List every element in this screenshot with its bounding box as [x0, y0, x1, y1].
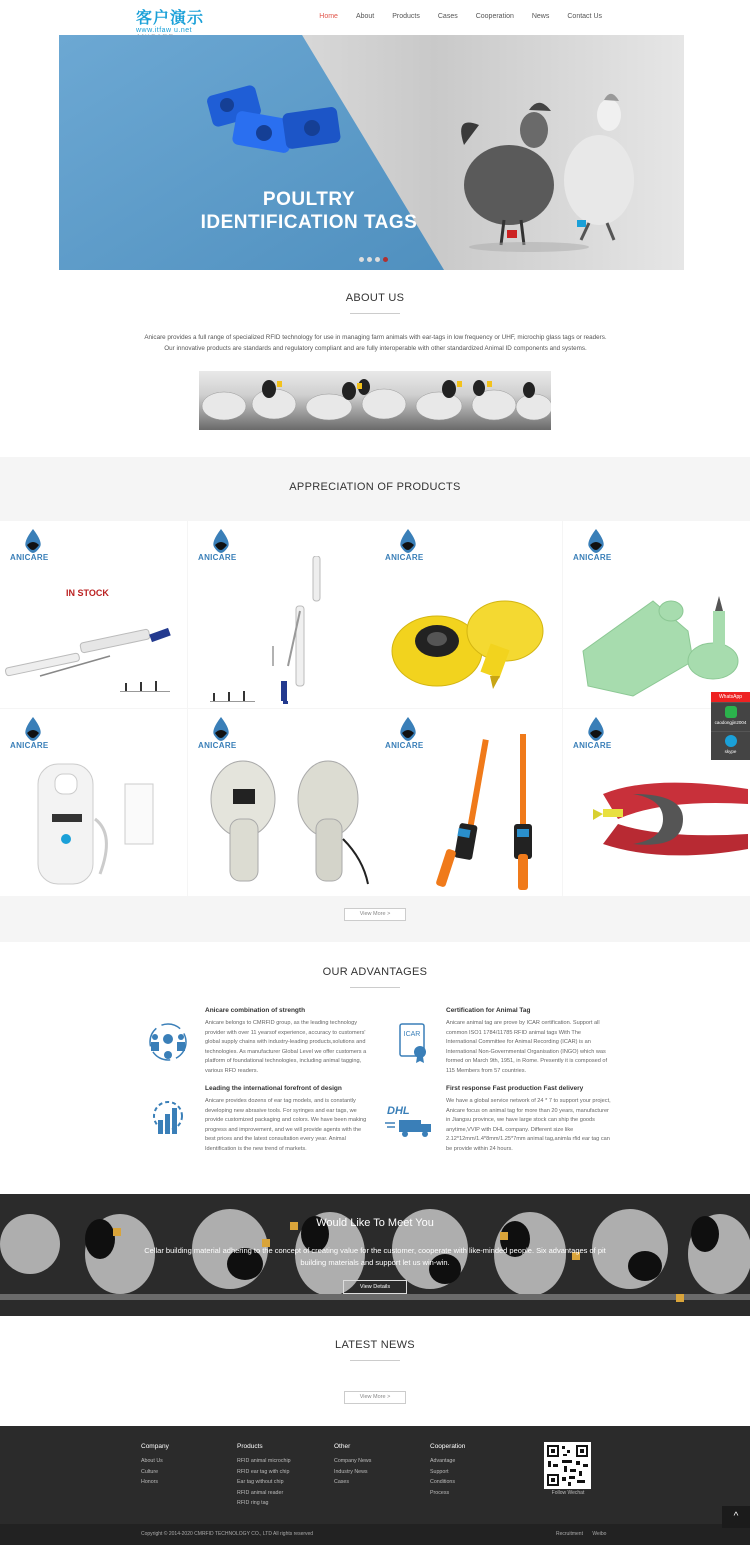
anicare-logo	[10, 529, 60, 569]
product-card-stick-reader[interactable]	[375, 709, 562, 896]
anicare-brand-text: ANICARE	[385, 741, 424, 750]
banner-dot[interactable]	[367, 257, 372, 262]
footer-link[interactable]: Honors	[141, 1479, 159, 1485]
sheep-image	[199, 371, 551, 430]
footer-link[interactable]: Industry News	[334, 1468, 368, 1475]
meet-view-details-button[interactable]: View Details	[343, 1280, 407, 1294]
anicare-drop-icon	[23, 717, 43, 741]
main-nav	[301, 13, 602, 20]
site-header	[0, 0, 750, 35]
wechat-button[interactable]	[711, 702, 750, 731]
meet-text: Cellar building material adhering to the concept of creating value for the customer, cooperate with like-minded people. Six advantages of pit building materials and support let us win-win.	[144, 1246, 606, 1267]
wechat-icon	[725, 706, 737, 718]
sheep-artwork	[199, 371, 551, 430]
side-contact-widget	[711, 692, 750, 760]
skype-icon	[725, 735, 737, 747]
banner-title-line2: IDENTIFICATION TAGS	[200, 212, 418, 233]
footer-link[interactable]: RFID ear tag with chip	[237, 1468, 290, 1475]
footer-link[interactable]: Support	[430, 1468, 449, 1475]
banner-pagination	[359, 257, 388, 262]
nav-cooperation[interactable]: Cooperation	[475, 13, 514, 20]
about-divider	[350, 313, 400, 314]
copyright-text: Copyright © 2014-2020 CMRFID TECHNOLOGY CO., LTD All rights reserved	[141, 1531, 314, 1537]
anicare-drop-icon	[23, 529, 43, 553]
nav-news[interactable]: News	[531, 13, 550, 20]
weibo-link[interactable]: Weibo	[592, 1531, 607, 1537]
anicare-drop-icon	[211, 717, 231, 741]
anicare-brand-text: ANICARE	[198, 741, 237, 750]
banner-title-line1: POULTRY	[262, 189, 356, 210]
advantage-delivery-title: First response Fast production Fast delivery	[446, 1085, 584, 1092]
wechat-qr-code	[544, 1442, 591, 1489]
news-view-more-button[interactable]: View More >	[344, 1391, 406, 1404]
anicare-brand-text: ANICARE	[385, 553, 424, 562]
advantage-certification	[446, 1007, 611, 1077]
anicare-drop-icon	[398, 529, 418, 553]
advantage-design	[205, 1085, 370, 1155]
footer-col-title: Other	[334, 1443, 351, 1450]
nav-products[interactable]: Products	[392, 13, 420, 20]
hero-banner[interactable]	[59, 35, 684, 270]
anicare-brand-text: ANICARE	[573, 553, 612, 562]
recruitment-link[interactable]: Recruitment	[556, 1531, 583, 1537]
footer-col-title: Products	[237, 1443, 263, 1450]
back-to-top-button[interactable]: ^	[722, 1506, 750, 1528]
anicare-brand-text: ANICARE	[198, 553, 237, 562]
footer-link[interactable]: RFID animal microchip	[237, 1458, 291, 1464]
whatsapp-button[interactable]: WhatsApp	[711, 692, 750, 702]
nav-about[interactable]: About	[355, 13, 375, 20]
product-card-syringe-in-stock[interactable]	[0, 521, 187, 708]
team-icon	[145, 1019, 191, 1065]
anicare-logo	[198, 717, 248, 757]
product-card-implanter[interactable]	[188, 521, 375, 708]
paddle-reader-image	[188, 759, 375, 894]
qr-label: Follow Wechat	[551, 1490, 585, 1496]
advantages-title: OUR ADVANTAGES	[322, 966, 428, 978]
footer-link[interactable]: RFID animal reader	[237, 1489, 284, 1496]
logo-url-text: www.itfaw u.net	[136, 27, 193, 34]
handheld-reader-image	[0, 759, 187, 894]
advantage-strength-title: Anicare combination of strength	[205, 1007, 306, 1014]
meet-title: Would Like To Meet You	[316, 1217, 434, 1229]
banner-dot[interactable]	[375, 257, 380, 262]
yellow-tag-image	[375, 591, 562, 701]
banner-dot-active[interactable]	[383, 257, 388, 262]
implanter-image	[188, 556, 375, 706]
nav-contact-us[interactable]: Contact Us	[567, 13, 602, 20]
anicare-drop-icon	[586, 717, 606, 741]
footer-link[interactable]: Advantage	[430, 1458, 456, 1464]
banner-dot[interactable]	[359, 257, 364, 262]
dhl-icon-text: DHL	[387, 1105, 410, 1117]
advantage-certification-text: Anicare animal tag are prove by ICAR certification. Support all common ISO1 1784/11785 RFID animal tags With The International Committee for Animal Recording (ICAR) is an International Non-Governmental Organisation (INGO) which was formed on March 9th, 1951, in Rome. Presently it is composed of 115 Members from 57 countries.	[446, 1020, 608, 1074]
copyright-bar	[0, 1524, 750, 1545]
in-stock-label: IN STOCK	[66, 588, 109, 598]
advantage-design-text: Anicare provides dozens of ear tag models, and is constantly developing new abrasive tools. For syringes and ear tags, we provide customized packaging and colors. We have been making progress and improvement, and we will provide agents with the best prices and the latest consultation every year. Animal Identification is the new trend of markets.	[205, 1098, 367, 1152]
icar-icon-text: ICAR	[403, 1031, 421, 1038]
anicare-logo	[573, 717, 623, 757]
product-card-handheld-reader[interactable]	[0, 709, 187, 896]
footer-link[interactable]: RFID ring tag	[237, 1500, 269, 1506]
footer-col-title: Company	[141, 1443, 169, 1450]
delivery-truck-icon	[383, 1096, 438, 1142]
anicare-brand-text: ANICARE	[10, 553, 49, 562]
wechat-id: caodongjin2004	[714, 720, 747, 725]
product-grid	[0, 521, 750, 896]
about-title: ABOUT US	[345, 292, 405, 304]
advantage-delivery-text: We have a global service network of 24 * 7 to support your project, Anicare focus on animal tag for more than 20 years, manufacturer in Jiangsu province, we have large stock can ship the goods anytime,VVIP with DHL company. Different size like 2.12*12mm/1.4*8mm/1.25*7mm animal tag,animla rfid ear tag can be provide within 24 hours.	[446, 1098, 611, 1152]
anicare-brand-text: ANICARE	[10, 741, 49, 750]
news-title: LATEST NEWS	[335, 1339, 415, 1351]
growth-chart-icon	[145, 1096, 191, 1142]
product-card-paddle-reader[interactable]	[188, 709, 375, 896]
news-divider	[350, 1360, 400, 1361]
footer-link[interactable]: Culture	[141, 1468, 159, 1475]
advantage-design-title: Leading the international forefront of design	[205, 1085, 342, 1092]
banner-artwork	[59, 35, 684, 270]
footer-col-products	[237, 1443, 291, 1509]
footer-link[interactable]: Ear tag without chip	[237, 1479, 284, 1485]
bottom-links	[556, 1531, 614, 1537]
skype-button[interactable]	[711, 731, 750, 760]
chickens-image	[461, 94, 634, 252]
footer-col-title: Cooperation	[430, 1443, 466, 1450]
anicare-logo	[385, 529, 435, 569]
advantage-certification-title: Certification for Animal Tag	[446, 1007, 531, 1014]
footer-col-company	[141, 1443, 169, 1488]
advantages-divider	[350, 987, 400, 988]
advantage-strength	[205, 1007, 370, 1077]
skype-label: skype	[724, 749, 737, 754]
nav-cases[interactable]: Cases	[437, 13, 458, 20]
footer-col-cooperation	[430, 1443, 465, 1498]
product-card-green-ear-tag[interactable]	[563, 521, 750, 708]
products-title: APPRECIATION OF PRODUCTS	[289, 481, 461, 493]
stick-reader-image	[375, 734, 562, 894]
anicare-drop-icon	[586, 529, 606, 553]
tag-applicator-image	[563, 764, 750, 874]
footer-link[interactable]: Process	[430, 1489, 450, 1496]
footer-link[interactable]: About Us	[141, 1458, 163, 1464]
certificate-icon	[390, 1019, 436, 1065]
anicare-brand-text: ANICARE	[573, 741, 612, 750]
footer-link[interactable]: Company News	[334, 1458, 372, 1464]
footer-link[interactable]: Cases	[334, 1479, 350, 1485]
advantage-strength-text: Anicare belongs to CMRFID group, as the leading technology provider with over 11 yearsof experience, accuracy to customers' global supply chains with industry-leading products,solutions and technologies. As manufacturer Global Level we offer customers a platform of foundational technologies, including animal tagging, various RFD readers.	[205, 1020, 367, 1074]
product-card-yellow-ear-tag[interactable]	[375, 521, 562, 708]
anicare-logo	[10, 717, 60, 757]
logo-cn-text: 客户演示	[136, 8, 205, 27]
anicare-drop-icon	[211, 529, 231, 553]
nav-home[interactable]: Home	[319, 13, 338, 20]
syringe-image	[0, 616, 187, 706]
products-view-more-button[interactable]: View More >	[344, 908, 406, 921]
banner-title	[189, 188, 429, 234]
footer-col-other	[334, 1443, 371, 1488]
anicare-logo	[573, 529, 623, 569]
footer-link[interactable]: Conditions	[430, 1479, 456, 1485]
green-tag-image	[563, 591, 750, 701]
advantage-delivery	[446, 1085, 611, 1155]
about-text: Anicare provides a full range of specialized RFID technology for use in managing farm animals with ear-tags in low frequency or UHF, microchip glass tags or readers. Our innovative products are standards and regulatory compliant and are fully interoperable with other standardized Animal ID components and systems.	[144, 334, 607, 352]
